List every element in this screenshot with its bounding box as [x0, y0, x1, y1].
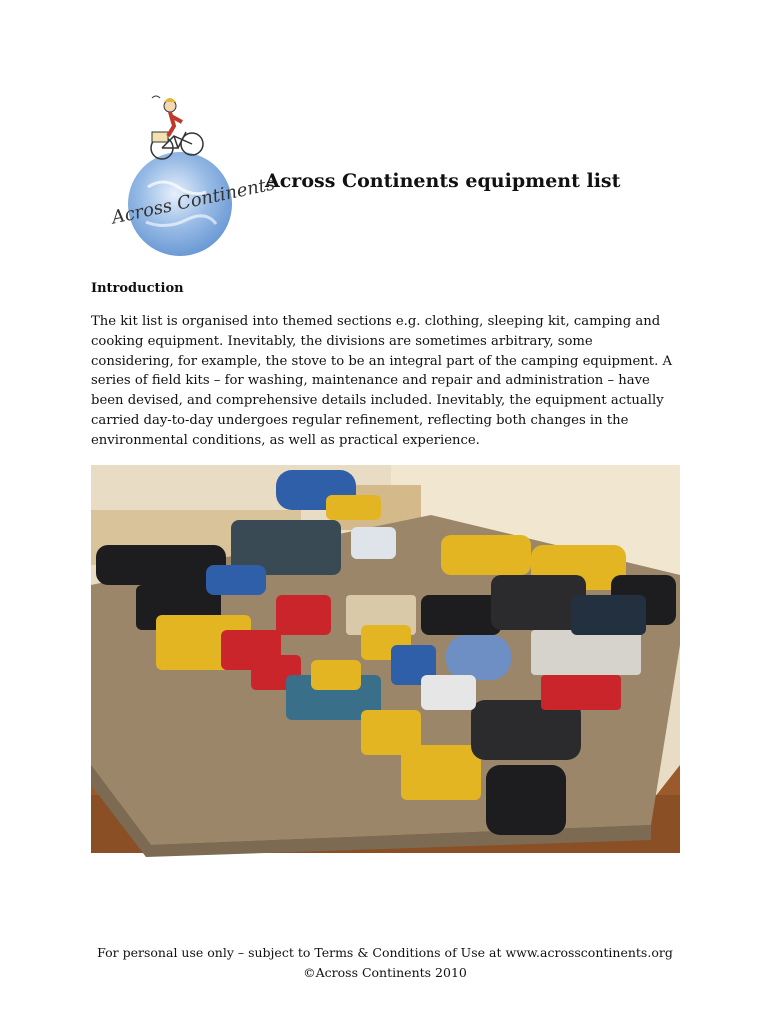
footer-terms: For personal use only – subject to Terms & Conditions of Use at www.acrosscontinents.org	[97, 945, 673, 960]
intro-line: series of field kits – for washing, maintenance and repair and administration – have	[91, 373, 650, 389]
cyclist-on-globe-logo	[108, 92, 277, 260]
equipment-laid-out-on-bed-photo	[91, 465, 680, 853]
intro-line: carried day-to-day undergoes regular refinement, reflecting both changes in the	[91, 412, 629, 428]
introduction-paragraph	[91, 312, 681, 451]
page-footer	[0, 943, 770, 983]
intro-line: cooking equipment. Inevitably, the divisions are sometimes arbitrary, some	[91, 333, 593, 349]
footer-copyright: ©Across Continents 2010	[303, 965, 467, 980]
page-title: Across Continents equipment list	[265, 170, 621, 192]
intro-line: The kit list is organised into themed sections e.g. clothing, sleeping kit, camping and	[91, 314, 661, 329]
intro-line: considering, for example, the stove to be an integral part of the camping equipment. A	[91, 353, 673, 369]
intro-line: been devised, and comprehensive details included. Inevitably, the equipment actually	[91, 393, 664, 409]
introduction-heading: Introduction	[91, 281, 184, 296]
logo-text: Across Continents	[109, 173, 277, 229]
intro-line: environmental conditions, as well as practical experience.	[91, 432, 480, 448]
